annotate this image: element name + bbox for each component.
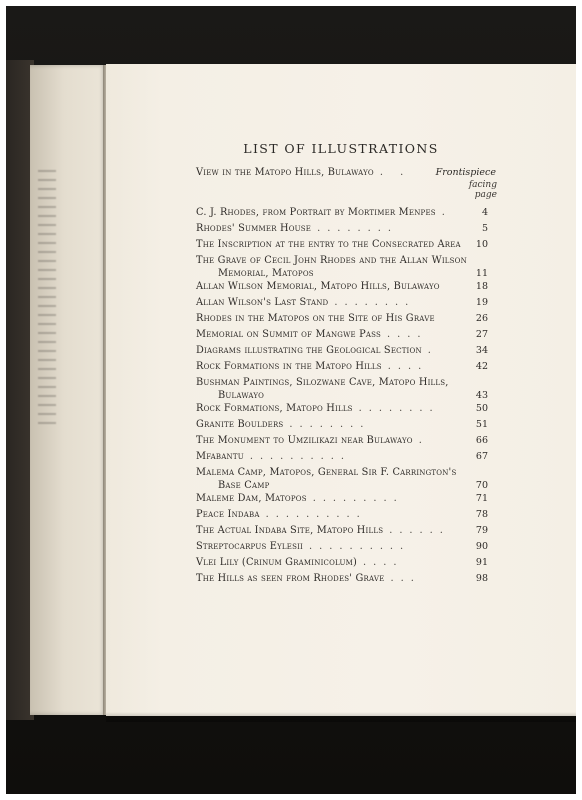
leader-dots: .......... [309,541,411,552]
leader-dots: ......... [312,493,404,504]
page-number: 19 [475,297,488,308]
page-number: 27 [475,329,488,340]
illustration-entry [196,344,488,357]
leader-dots: .... [387,361,429,372]
leader-dots: . [418,435,429,446]
page-number: 11 [475,268,488,279]
illustration-entry [196,254,488,280]
illustration-entry [196,466,488,492]
page-number: 79 [475,525,488,536]
frontispiece-caption: View in the Matopo Hills, Bulawayo [196,167,374,178]
illustration-caption: C. J. Rhodes, from Portrait by Mortimer Menpes [196,207,436,218]
page-number: 34 [475,345,488,356]
leader-dots: ........ [334,297,416,308]
illustration-caption: The Grave of Cecil John Rhodes and the Allan Wilson [196,255,467,266]
leader-dots: .......... [249,451,351,462]
page-number: 50 [475,403,488,414]
illustration-entry [196,450,488,463]
page-number: 90 [475,541,488,552]
illustration-entry [196,572,488,585]
leader-dots: .... [387,329,428,340]
frontispiece-label: Frontispiece [435,167,496,178]
page-number: 42 [475,361,488,372]
illustration-caption: Memorial, Matopos [218,268,314,279]
illustration-entry [196,312,488,325]
illustration-caption: Vlei Lily (Crinum Graminicolum) [196,557,358,568]
illustration-entry [196,492,488,505]
illustration-entry [196,524,488,537]
illustration-caption: Bushman Paintings, Silozwane Cave, Matopo Hills, [196,377,449,388]
page-title: LIST OF ILLUSTRATIONS [243,141,439,156]
page-number: 78 [475,509,488,520]
page-number: 4 [481,207,488,218]
page-number: 91 [475,557,488,568]
illustration-entry [196,222,488,235]
leader-dots: .......... [265,509,367,520]
leader-dots: ........ [317,223,398,234]
page-number: 71 [475,493,488,504]
illustration-caption: Base Camp [218,480,270,491]
illustration-entry [196,508,488,521]
leader-dots: ........ [289,419,371,430]
leader-dots: ... [390,573,421,584]
illustration-caption: Rock Formations, Matopo Hills [196,403,353,414]
illustration-entry [196,296,488,309]
illustration-caption: Granite Boulders [196,419,284,430]
illustration-caption: Rhodes' Summer House [196,223,312,234]
page-number: 5 [481,223,488,234]
illustration-caption: The Actual Indaba Site, Matopo Hills [196,525,384,536]
illustration-entry [196,206,488,219]
illustration-caption: Mfabantu [196,451,244,462]
illustration-entry [196,328,488,341]
illustration-entry [196,540,488,553]
illustration-caption: Malema Camp, Matopos, General Sir F. Carrington's [196,467,457,478]
page-number: 26 [475,313,488,324]
illustration-caption: The Inscription at the entry to the Consecrated Area [196,239,461,250]
illustration-entry [196,376,488,402]
illustration-entry [196,418,488,431]
illustration-entry [196,280,488,293]
illustration-caption: Maleme Dam, Matopos [196,493,307,504]
illustration-caption: Allan Wilson's Last Stand [196,297,329,308]
illustration-caption: Rock Formations in the Matopo Hills [196,361,382,372]
page-number: 67 [475,451,488,462]
leader-dots: . [441,207,452,218]
illustration-caption: Rhodes in the Matopos on the Site of His Grave [196,313,435,324]
illustration-caption: The Hills as seen from Rhodes' Grave [196,573,385,584]
facing-page-label: facing page [468,180,497,200]
page-number: 10 [475,239,488,250]
page-number: 43 [475,390,488,401]
illustration-caption: Bulawayo [218,390,265,401]
illustration-entry [196,556,488,569]
illustration-caption: Memorial on Summit of Mangwe Pass [196,329,382,340]
illustration-entry [196,434,488,447]
leader-dots: ........ [358,403,440,414]
illustration-entry [196,360,488,373]
illustration-caption: Streptocarpus Eylesii [196,541,304,552]
page-number: 98 [475,573,488,584]
illustration-caption: Allan Wilson Memorial, Matopo Hills, Bulawayo [196,281,440,292]
illustration-entry [196,238,488,251]
leader-dots: .... [363,557,404,568]
leader-dots: ...... [389,525,450,536]
page-number: 70 [475,480,488,491]
page-number: 18 [475,281,488,292]
frontispiece-entry: View in the Matopo Hills, Bulawayo . . Frontispiece [196,167,496,178]
page-number: 51 [475,419,488,430]
illustration-caption: Peace Indaba [196,509,260,520]
page-number: 66 [475,435,488,446]
illustration-caption: Diagrams illustrating the Geological Section [196,345,422,356]
illustration-caption: The Monument to Umzilikazi near Bulawayo [196,435,413,446]
leader-dots: . [427,345,438,356]
illustration-entry [196,402,488,415]
